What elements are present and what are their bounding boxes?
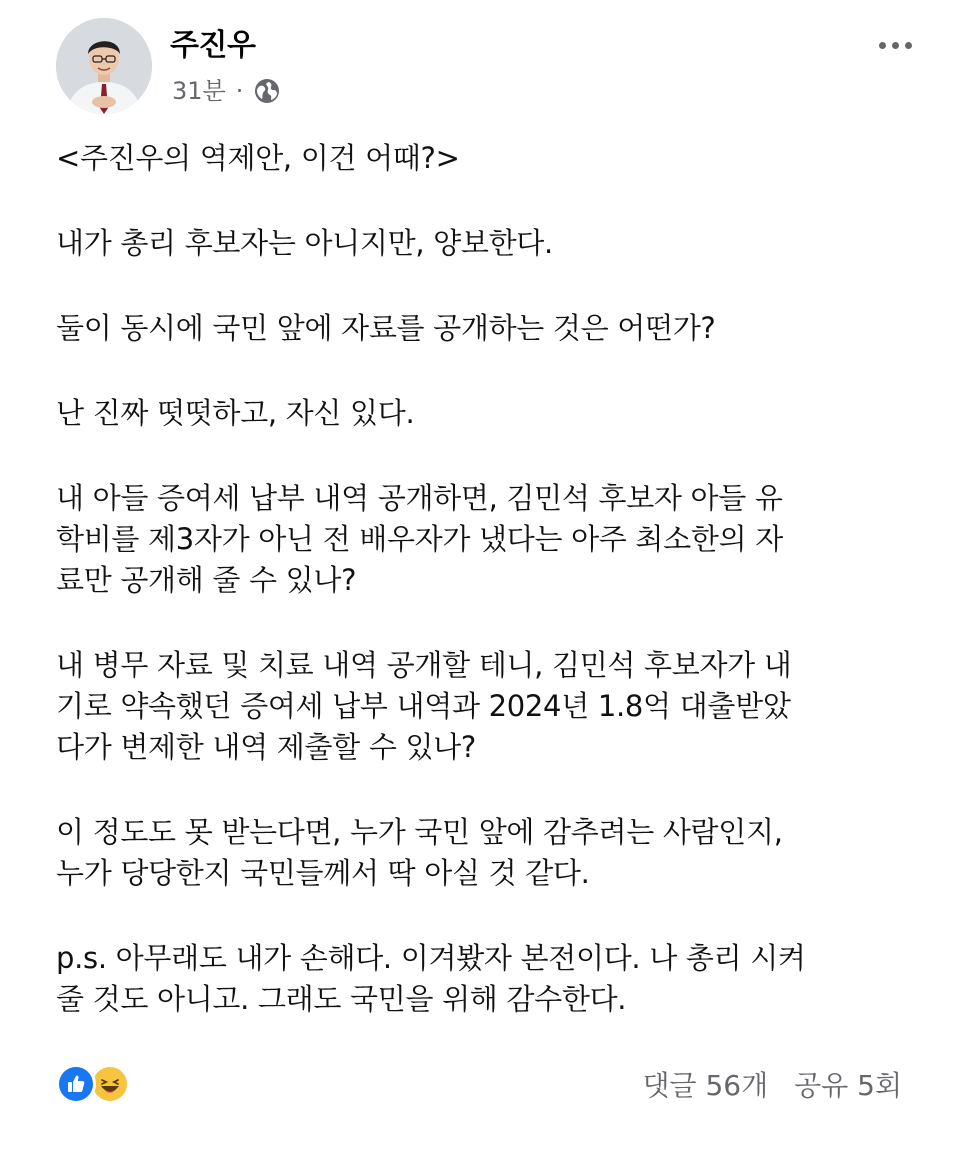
post-text-line: 기로 약속했던 증여세 납부 내역과 2024년 1.8억 대출받았: [56, 689, 791, 723]
more-dot-icon: [905, 42, 912, 49]
shares-count[interactable]: 공유 5회: [794, 1069, 902, 1102]
post-time[interactable]: 31분: [172, 77, 226, 105]
post-text-line: 다가 변제한 내역 제출할 수 있나?: [56, 730, 476, 764]
post-text-line: 내가 총리 후보자는 아니지만, 양보한다.: [56, 226, 553, 260]
post-header: [56, 18, 920, 118]
reaction-summary[interactable]: [56, 1064, 130, 1104]
post-paragraph: [56, 393, 916, 434]
post-stats: [642, 1066, 902, 1106]
more-dot-icon: [879, 42, 886, 49]
post-paragraph: [56, 308, 916, 349]
post-paragraph: [56, 645, 916, 768]
comments-count[interactable]: 댓글 56개: [642, 1069, 769, 1102]
post-text-line: 난 진짜 떳떳하고, 자신 있다.: [56, 396, 415, 430]
author-name[interactable]: 주진우: [170, 28, 256, 63]
post-text-line: 내 병무 자료 및 치료 내역 공개할 테니, 김민석 후보자가 내: [56, 648, 792, 682]
post-text-line: <주진우의 역제안, 이건 어때?>: [56, 141, 460, 175]
more-options-button[interactable]: [870, 30, 920, 60]
post-paragraph: [56, 478, 916, 601]
avatar[interactable]: [56, 18, 152, 114]
like-icon: [56, 1064, 96, 1104]
post-body: [56, 138, 916, 1064]
more-dot-icon: [892, 42, 899, 49]
globe-icon[interactable]: [253, 77, 281, 105]
post-text-line: 내 아들 증여세 납부 내역 공개하면, 김민석 후보자 아들 유: [56, 481, 783, 515]
post-text-line: 학비를 제3자가 아닌 전 배우자가 냈다는 아주 최소한의 자: [56, 522, 783, 556]
post-paragraph: [56, 812, 916, 894]
post-footer: [56, 1064, 902, 1108]
post-text-line: 줄 것도 아니고. 그래도 국민을 위해 감수한다.: [56, 982, 627, 1016]
meta-separator: ·: [235, 77, 244, 105]
post-text-line: 료만 공개해 줄 수 있나?: [56, 563, 357, 597]
post-text-line: 둘이 동시에 국민 앞에 자료를 공개하는 것은 어떤가?: [56, 311, 716, 345]
post-text-line: 이 정도도 못 받는다면, 누가 국민 앞에 감추려는 사람인지,: [56, 815, 783, 849]
post-paragraph: [56, 223, 916, 264]
post-meta: [172, 76, 281, 106]
post-text-line: p.s. 아무래도 내가 손해다. 이겨봤자 본전이다. 나 총리 시켜: [56, 941, 806, 975]
post-paragraph: [56, 138, 916, 179]
avatar-portrait: [56, 18, 152, 114]
haha-icon: [90, 1064, 130, 1104]
post-text-line: 누가 당당한지 국민들께서 딱 아실 것 같다.: [56, 856, 590, 890]
post-paragraph: [56, 938, 916, 1020]
